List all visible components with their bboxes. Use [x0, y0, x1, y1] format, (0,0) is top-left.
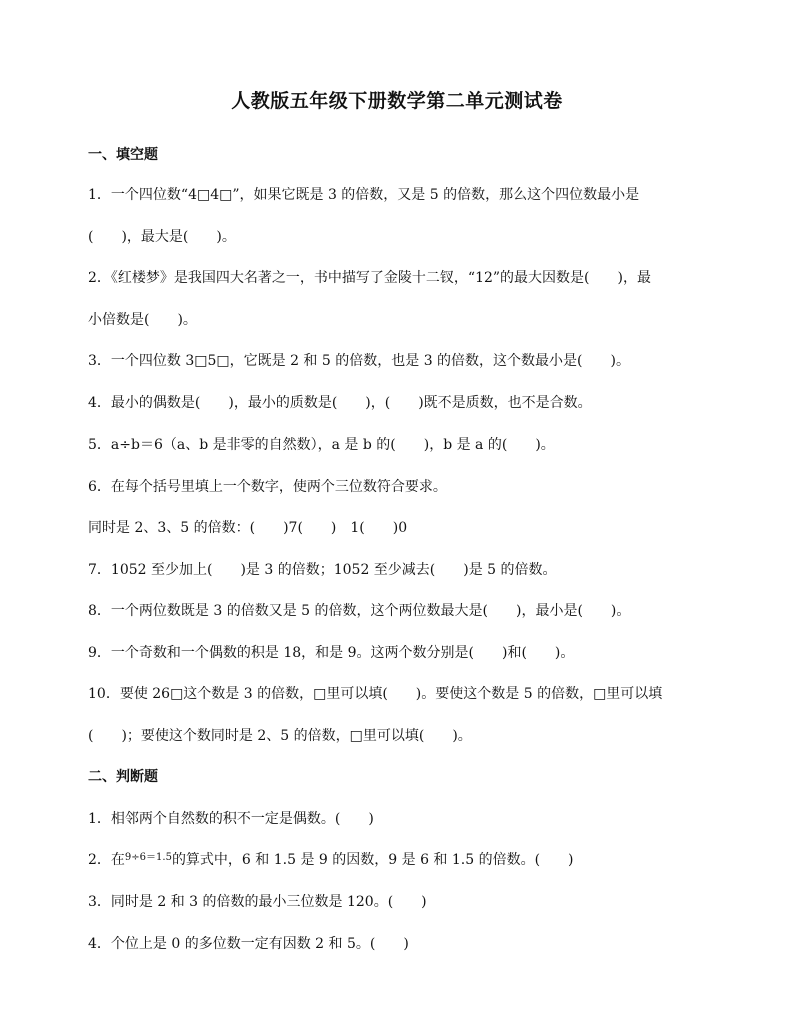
judge-question-2-prefix: 2．在	[88, 852, 125, 868]
formula: 9÷6＝1.5	[124, 852, 172, 863]
judge-question-4: 4．个位上是 0 的多位数一定有因数 2 和 5。( )	[88, 936, 409, 952]
section-heading-fill-in: 一、填空题	[88, 147, 158, 163]
judge-question-2	[88, 851, 574, 871]
question-8: 8．一个两位数既是 3 的倍数又是 5 的倍数，这个两位数最大是( )，最小是( )。	[88, 603, 631, 619]
question-6-sub: 同时是 2、3、5 的倍数：( )7( ) 1( )0	[88, 520, 408, 536]
question-2-line-1: 2．《红楼梦》是我国四大名著之一，书中描写了金陵十二钗，“12”的最大因数是( )，最	[88, 270, 651, 286]
judge-question-2-suffix: 的算式中，6 和 1.5 是 9 的因数，9 是 6 和 1.5 的倍数。( )	[171, 852, 574, 868]
page-title: 人教版五年级下册数学第二单元测试卷	[231, 90, 563, 112]
question-2-line-2: 小倍数是( )。	[88, 312, 197, 328]
section-heading-judge: 二、判断题	[88, 769, 158, 785]
question-10-line-1: 10．要使 26□这个数是 3 的倍数，□里可以填( )。要使这个数是 5 的倍数，□里可以填	[88, 686, 663, 702]
question-1-line-2: ( )，最大是( )。	[88, 229, 236, 245]
question-10-line-2: ( )；要使这个数同时是 2、5 的倍数，□里可以填( )。	[88, 728, 472, 744]
question-4: 4．最小的偶数是( )，最小的质数是( )，( )既不是质数，也不是合数。	[88, 395, 592, 411]
question-6: 6．在每个括号里填上一个数字，使两个三位数符合要求。	[88, 479, 447, 495]
judge-question-3: 3．同时是 2 和 3 的倍数的最小三位数是 120。( )	[88, 894, 427, 910]
question-1-line-1: 1．一个四位数“4□4□”，如果它既是 3 的倍数，又是 5 的倍数，那么这个四位数最小是	[88, 187, 640, 203]
judge-question-1: 1．相邻两个自然数的积不一定是偶数。( )	[88, 811, 374, 827]
question-5: 5．a÷b＝6（a、b 是非零的自然数），a 是 b 的( )，b 是 a 的( )。	[88, 437, 555, 453]
question-7: 7．1052 至少加上( )是 3 的倍数；1052 至少减去( )是 5 的倍数。	[88, 562, 557, 578]
question-3: 3．一个四位数 3□5□，它既是 2 和 5 的倍数，也是 3 的倍数，这个数最小是( )。	[88, 353, 630, 369]
question-9: 9．一个奇数和一个偶数的积是 18，和是 9。这两个数分别是( )和( )。	[88, 645, 575, 661]
